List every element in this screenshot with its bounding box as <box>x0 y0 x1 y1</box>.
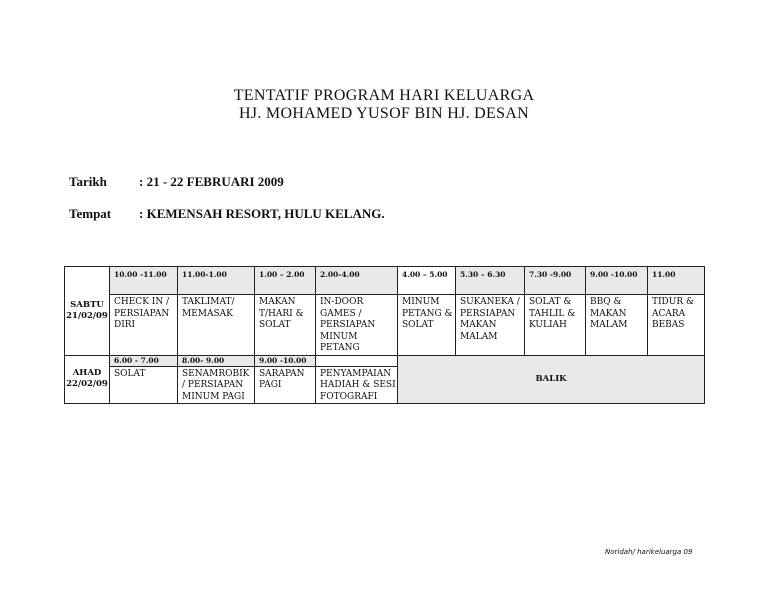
time-slot: 8.00- 9.00 <box>178 355 255 366</box>
schedule-table <box>64 266 705 404</box>
activity-cell: SUKANEKA / PERSIAPAN MAKAN MALAM <box>456 295 525 356</box>
footer-note: Noridah/ harikeluarga 09 <box>605 548 693 556</box>
day2-date: 22/02/09 <box>66 379 108 390</box>
document-title: TENTATIF PROGRAM HARI KELUARGA <box>233 87 535 104</box>
day1-name: SABTU <box>70 299 104 310</box>
activity-cell: SARAPAN PAGI <box>255 366 316 404</box>
tempat-label: Tempat <box>69 206 112 221</box>
activity-cell: SOLAT <box>110 366 178 404</box>
tempat-row <box>69 206 385 222</box>
activity-cell: MAKAN T/HARI & SOLAT <box>255 295 316 356</box>
tarikh-row <box>69 174 284 190</box>
time-slot: 9.00 -10.00 <box>586 267 648 295</box>
time-slot: 11.00-1.00 <box>178 267 255 295</box>
time-slot: 7.30 -9.00 <box>525 267 586 295</box>
activity-cell: PENYAMPAIAN HADIAH & SESI FOTOGRAFI <box>316 366 398 404</box>
time-slot: 4.00 – 5.00 <box>398 267 456 295</box>
time-slot: 9.00 -10.00 <box>255 355 316 366</box>
time-slot: 11.00 <box>648 267 705 295</box>
tarikh-value: : 21 - 22 FEBRUARI 2009 <box>139 174 284 189</box>
activity-cell: CHECK IN / PERSIAPAN DIRI <box>110 295 178 356</box>
activity-cell: TAKLIMAT/ MEMASAK <box>178 295 255 356</box>
activity-cell: SENAMROBIK / PERSIAPAN MINUM PAGI <box>178 366 255 404</box>
document-subtitle: HJ. MOHAMED YUSOF BIN HJ. DESAN <box>238 105 530 122</box>
time-slot: 10.00 -11.00 <box>110 267 178 295</box>
day1-time-row <box>65 267 705 295</box>
day1-cell <box>65 267 110 356</box>
time-slot: 2.00-4.00 <box>316 267 398 295</box>
time-slot <box>316 355 398 366</box>
activity-cell: TIDUR & ACARA BEBAS <box>648 295 705 356</box>
day2-name: AHAD <box>72 368 102 379</box>
balik-cell: BALIK <box>398 355 705 404</box>
time-slot: 6.00 - 7.00 <box>110 355 178 366</box>
time-slot: 1.00 – 2.00 <box>255 267 316 295</box>
day2-cell <box>65 355 110 404</box>
day1-activity-row <box>65 295 705 356</box>
activity-cell: MINUM PETANG & SOLAT <box>398 295 456 356</box>
tarikh-label: Tarikh <box>69 174 107 189</box>
time-slot: 5.30 – 6.30 <box>456 267 525 295</box>
day1-date: 21/02/09 <box>66 310 108 321</box>
day2-time-row <box>65 355 705 366</box>
activity-cell: IN-DOOR GAMES / PERSIAPAN MINUM PETANG <box>316 295 398 356</box>
tempat-value: : KEMENSAH RESORT, HULU KELANG. <box>139 206 385 221</box>
activity-cell: SOLAT & TAHLIL & KULIAH <box>525 295 586 356</box>
activity-cell: BBQ & MAKAN MALAM <box>586 295 648 356</box>
